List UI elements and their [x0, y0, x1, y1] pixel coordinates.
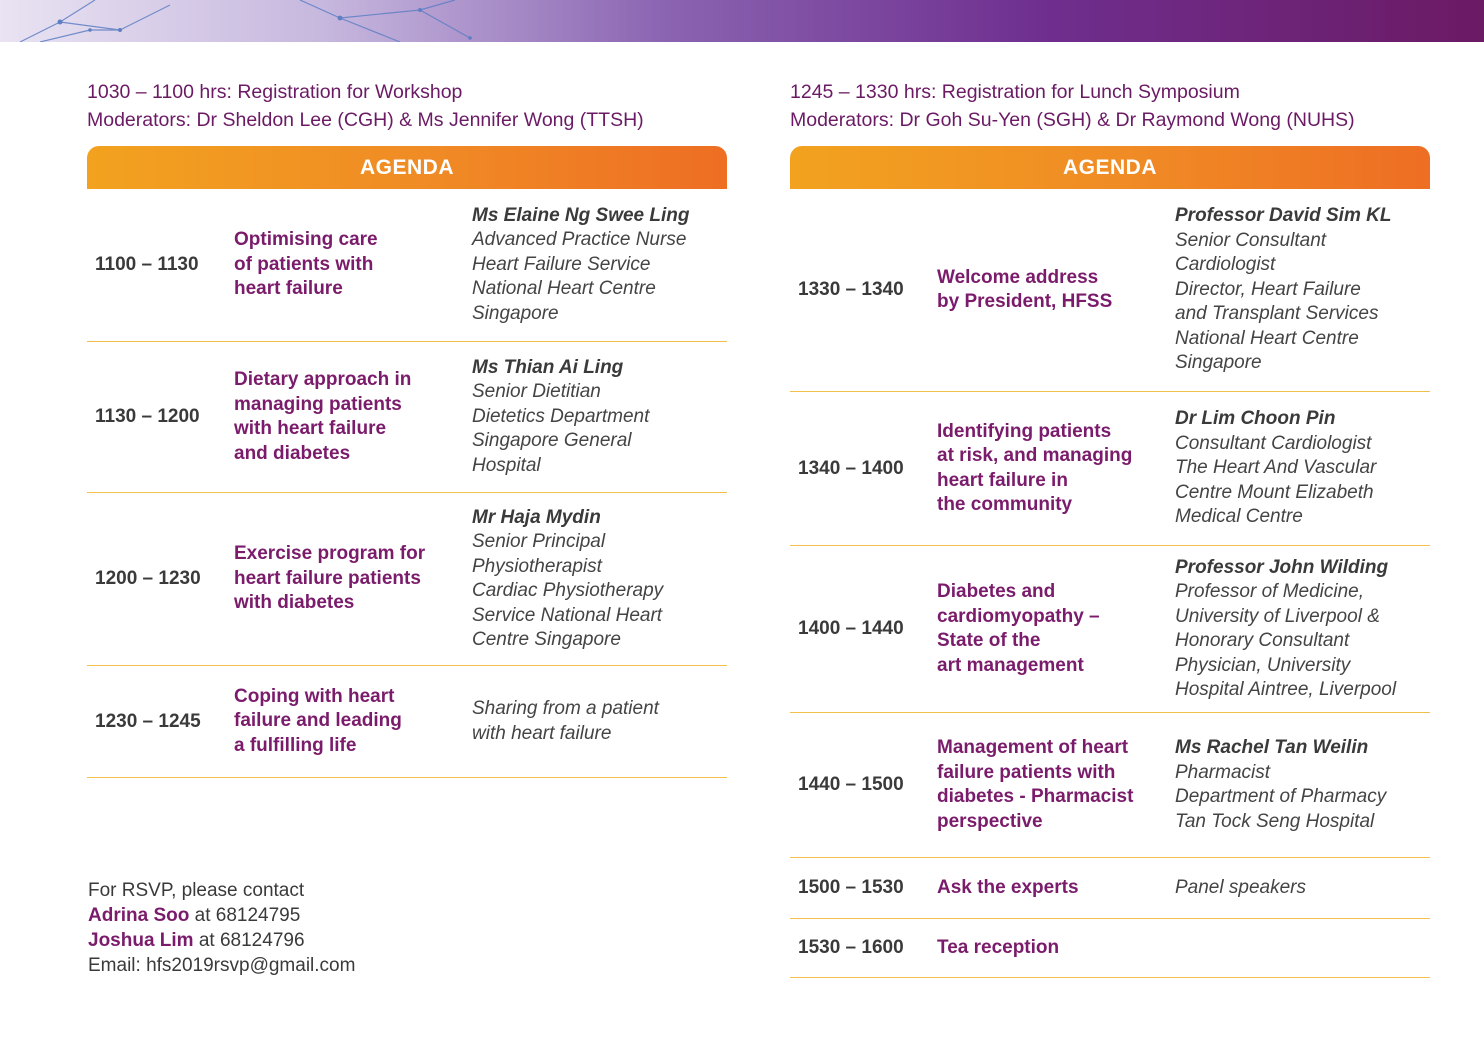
topic-line: art management — [937, 654, 1084, 676]
speaker-detail: Senior Dietitian — [472, 381, 601, 403]
registration-line: 1245 – 1330 hrs: Registration for Lunch Symposium — [790, 81, 1240, 103]
session-time: 1200 – 1230 — [95, 568, 201, 589]
agenda-row — [790, 189, 1430, 392]
speaker-detail: Professor of Medicine, — [1175, 581, 1365, 602]
speaker-detail: Centre Mount Elizabeth — [1175, 481, 1374, 503]
speaker-detail: Dietetics Department — [472, 405, 650, 427]
topic-line: diabetes - Pharmacist — [937, 786, 1134, 807]
speaker-detail: Senior Principal — [472, 531, 606, 552]
speaker-name: Professor John Wilding — [1175, 556, 1389, 578]
speaker-detail: The Heart And Vascular — [1175, 457, 1377, 479]
speaker-detail: Department of Pharmacy — [1175, 786, 1387, 807]
topic-line: the community — [937, 494, 1073, 515]
speaker-detail: Singapore General — [472, 430, 632, 452]
speaker-detail: Advanced Practice Nurse — [472, 229, 687, 251]
agenda-row — [87, 342, 727, 493]
agenda-row — [790, 546, 1430, 713]
speaker-detail: Singapore — [1175, 352, 1262, 374]
moderators-line: Moderators: Dr Goh Su-Yen (SGH) & Dr Raymond Wong (NUHS) — [790, 109, 1355, 131]
session-time: 1340 – 1400 — [798, 457, 904, 479]
topic-line: heart failure patients — [234, 567, 421, 589]
session-topic — [234, 542, 472, 616]
session-time: 1230 – 1245 — [95, 710, 201, 732]
speaker-detail: Centre Singapore — [472, 629, 621, 650]
speaker-detail: Hospital Aintree, Liverpool — [1175, 679, 1397, 700]
session-time: 1530 – 1600 — [798, 937, 904, 958]
speaker-detail: Panel speakers — [1175, 876, 1306, 898]
agenda-row — [87, 189, 727, 342]
speaker-detail: Service National Heart — [472, 604, 663, 626]
topic-line: a fulfilling life — [234, 734, 357, 756]
header-banner — [0, 0, 1484, 42]
topic-line: heart failure — [234, 278, 343, 300]
agenda-table — [790, 189, 1430, 978]
session-topic — [937, 420, 1175, 518]
agenda-row — [790, 858, 1430, 919]
topic-line: by President, HFSS — [937, 291, 1113, 312]
speaker-detail: National Heart Centre — [472, 278, 656, 300]
session-speaker — [1175, 876, 1430, 901]
rsvp-intro: For RSVP, please contact — [88, 880, 305, 901]
speaker-name: Ms Rachel Tan Weilin — [1175, 737, 1369, 758]
session-time: 1500 – 1530 — [798, 877, 904, 898]
rsvp-contact: Adrina Soo at 68124795 — [88, 905, 301, 926]
topic-line: Optimising care — [234, 229, 378, 251]
speaker-detail: National Heart Centre — [1175, 327, 1359, 349]
topic-line: Management of heart — [937, 737, 1129, 758]
speaker-name: Dr Lim Choon Pin — [1175, 408, 1336, 430]
topic-line: Ask the experts — [937, 876, 1079, 898]
network-decoration-icon — [0, 0, 520, 42]
agenda-header: AGENDA — [87, 146, 727, 189]
agenda-row — [87, 493, 727, 666]
topic-line: failure patients with — [937, 761, 1116, 783]
topic-line: Exercise program for — [234, 543, 426, 565]
session-topic — [937, 580, 1175, 678]
session-speaker — [1175, 736, 1430, 834]
agenda-table — [87, 189, 727, 778]
topic-line: managing patients — [234, 393, 402, 415]
agenda-row — [87, 666, 727, 778]
workshop-column — [87, 78, 727, 778]
session-topic — [234, 685, 472, 759]
session-topic — [937, 876, 1175, 901]
session-speaker — [1175, 556, 1430, 703]
speaker-detail: Consultant Cardiologist — [1175, 432, 1372, 454]
agenda-row — [790, 919, 1430, 978]
speaker-detail: Director, Heart Failure — [1175, 278, 1361, 300]
speaker-name: Ms Thian Ai Ling — [472, 356, 624, 378]
session-time: 1330 – 1340 — [798, 279, 904, 300]
topic-line: with heart failure — [234, 418, 387, 439]
session-time: 1440 – 1500 — [798, 774, 904, 795]
session-speaker — [1175, 204, 1430, 376]
speaker-detail: Physician, University — [1175, 654, 1351, 676]
session-time: 1130 – 1200 — [95, 406, 200, 427]
session-topic — [937, 736, 1175, 834]
session-speaker — [472, 506, 727, 653]
rsvp-block — [88, 878, 355, 978]
speaker-detail: Hospital — [472, 454, 541, 476]
speaker-name: Professor David Sim KL — [1175, 205, 1392, 227]
session-time: 1400 – 1440 — [798, 618, 904, 639]
speaker-detail: with heart failure — [472, 722, 612, 744]
topic-line: heart failure in — [937, 469, 1068, 491]
agenda-header: AGENDA — [790, 146, 1430, 189]
speaker-detail: and Transplant Services — [1175, 303, 1379, 325]
topic-line: Dietary approach in — [234, 369, 412, 390]
topic-line: of patients with — [234, 253, 374, 275]
rsvp-contact: Joshua Lim at 68124796 — [88, 930, 305, 951]
speaker-name: Mr Haja Mydin — [472, 506, 601, 528]
registration-line: 1030 – 1100 hrs: Registration for Workshop — [87, 81, 463, 103]
topic-line: with diabetes — [234, 592, 355, 614]
moderators-line: Moderators: Dr Sheldon Lee (CGH) & Ms Jennifer Wong (TTSH) — [87, 109, 644, 131]
topic-line: failure and leading — [234, 710, 402, 732]
session-speaker — [472, 204, 727, 327]
speaker-detail: Heart Failure Service — [472, 253, 651, 275]
topic-line: perspective — [937, 810, 1043, 832]
rsvp-email[interactable]: Email: hfs2019rsvp@gmail.com — [88, 955, 356, 976]
session-time: 1100 – 1130 — [95, 254, 199, 275]
topic-line: and diabetes — [234, 442, 351, 464]
speaker-detail: Medical Centre — [1175, 506, 1303, 528]
speaker-detail: Senior Consultant — [1175, 229, 1327, 251]
speaker-detail: Honorary Consultant — [1175, 630, 1350, 651]
session-topic — [937, 936, 1175, 961]
session-topic — [234, 228, 472, 302]
speaker-detail: Sharing from a patient — [472, 698, 659, 719]
speaker-detail: Pharmacist — [1175, 761, 1271, 783]
topic-line: Welcome address — [937, 266, 1099, 288]
session-topic — [234, 368, 472, 466]
agenda-row — [790, 392, 1430, 546]
topic-line: Coping with heart — [234, 685, 395, 707]
session-topic — [937, 266, 1175, 315]
speaker-detail: Singapore — [472, 302, 559, 324]
speaker-detail: Physiotherapist — [472, 555, 602, 577]
topic-line: State of the — [937, 630, 1041, 651]
session-speaker — [472, 356, 727, 479]
speaker-name: Ms Elaine Ng Swee Ling — [472, 204, 690, 226]
speaker-detail: Cardiologist — [1175, 254, 1276, 276]
topic-line: Tea reception — [937, 936, 1060, 958]
agenda-row — [790, 713, 1430, 858]
speaker-detail: Cardiac Physiotherapy — [472, 580, 664, 601]
topic-line: Identifying patients — [937, 420, 1112, 442]
session-speaker — [472, 697, 727, 746]
speaker-detail: Tan Tock Seng Hospital — [1175, 810, 1375, 832]
topic-line: Diabetes and — [937, 581, 1056, 602]
speaker-detail: University of Liverpool & — [1175, 605, 1380, 627]
symposium-column — [790, 78, 1430, 978]
session-speaker — [1175, 407, 1430, 530]
topic-line: cardiomyopathy – — [937, 605, 1100, 627]
topic-line: at risk, and managing — [937, 445, 1133, 466]
